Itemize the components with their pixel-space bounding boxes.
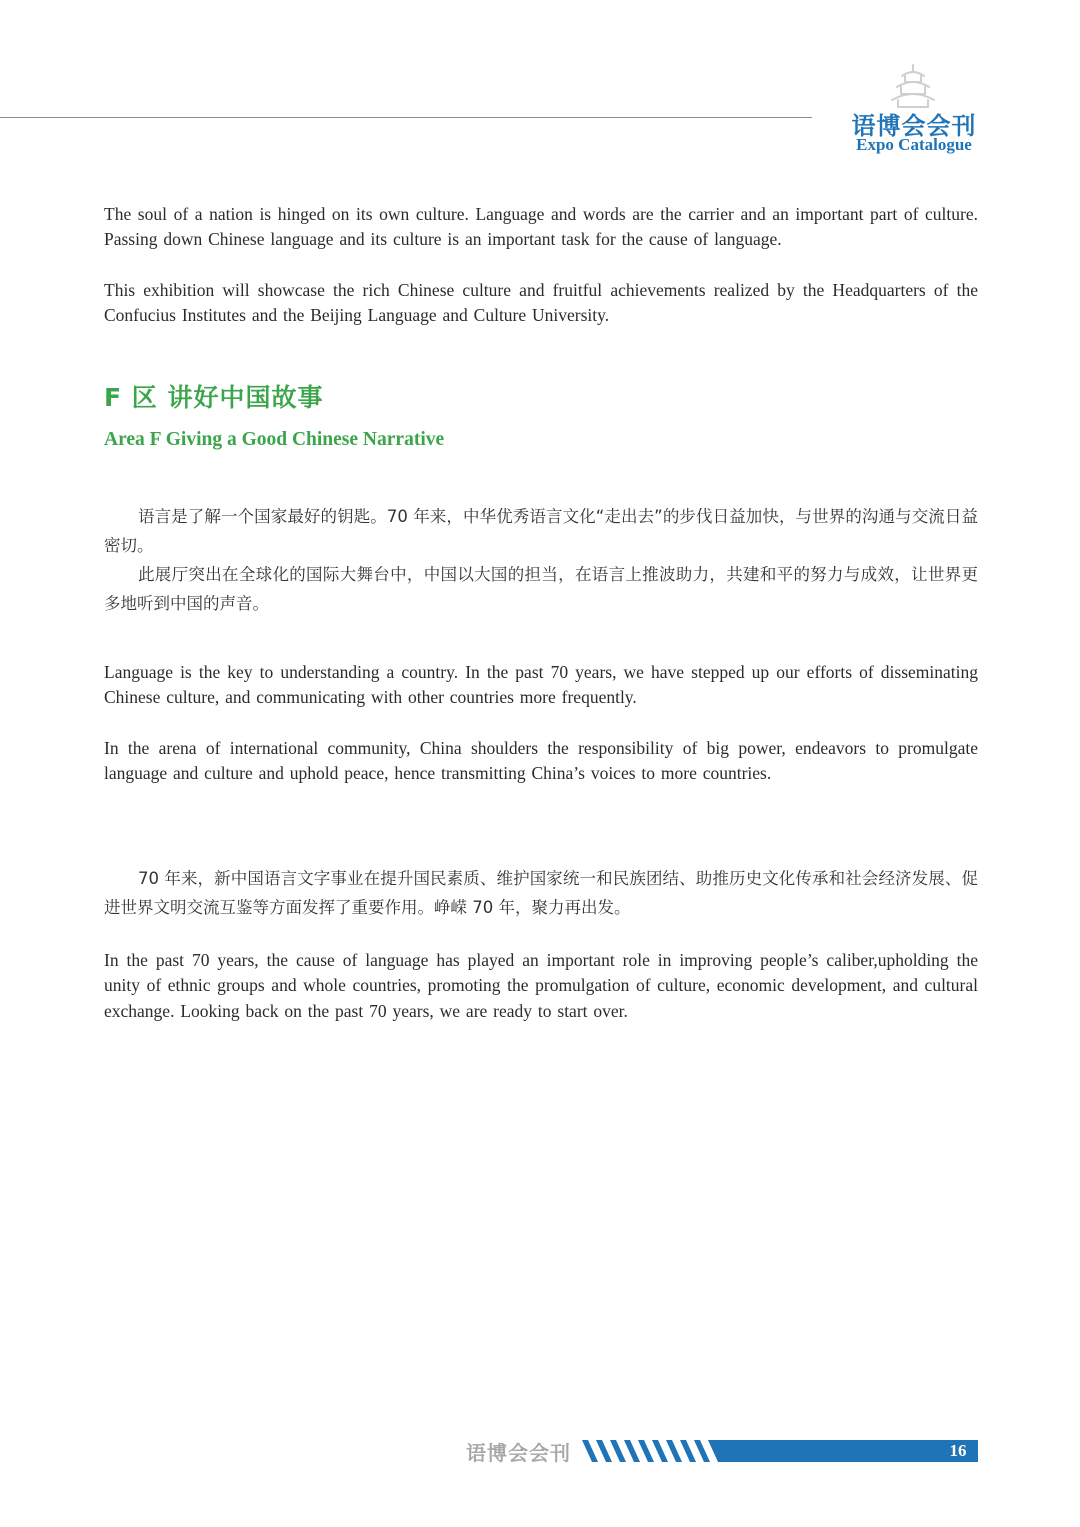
english-paragraph-2: In the arena of international community, China shoulders the responsibility of big power, endeavors to promulgate language and culture and uphold peace, hence transmitting China’s voices to more countries. — [104, 738, 978, 784]
intro-paragraph-2: This exhibition will showcase the rich Chinese culture and fruitful achievements realized by the Headquarters of the Confucius Institutes and the Beijing Language and Culture University. — [104, 280, 978, 326]
english-paragraph-3: In the past 70 years, the cause of language has played an important role in improving people’s caliber,upholding the unity of ethnic groups and whole countries, promoting the promulgation of culture, economic development, and cultural exchange. Looking back on the past 70 years, we are ready to start over. — [104, 950, 978, 1021]
header-rule — [0, 117, 812, 118]
page-number: 16 — [949, 1441, 967, 1460]
section-heading-english: Area F Giving a Good Chinese Narrative — [104, 429, 445, 450]
chinese-paragraph-1: 语言是了解一个国家最好的钥匙。70 年来，中华优秀语言文化“走出去”的步伐日益加快，与世界的沟通与交流日益密切。 — [104, 507, 978, 555]
intro-paragraph-1: The soul of a nation is hinged on its own culture. Language and words are the carrier and an important part of culture. Passing down Chinese language and its culture is an important task for the cause of language. — [104, 204, 978, 250]
logo-english-title: Expo Catalogue — [856, 135, 972, 154]
footer-stripe-bar — [582, 1440, 980, 1462]
chinese-paragraph-3: 70 年来，新中国语言文字事业在提升国民素质、维护国家统一和民族团结、助推历史文化传承和社会经济发展、促进世界文明交流互鉴等方面发挥了重要作用。峥嵘 70 年，聚力再出发。 — [104, 869, 978, 917]
logo-chinese-title: 语博会会刊 — [851, 112, 977, 140]
expo-catalogue-logo — [838, 62, 988, 158]
english-paragraph-1: Language is the key to understanding a country. In the past 70 years, we have stepped up our efforts of disseminating Chinese culture, and communicating with other countries more frequently. — [104, 662, 978, 708]
chinese-paragraph-2: 此展厅突出在全球化的国际大舞台中，中国以大国的担当，在语言上推波助力，共建和平的努力与成效，让世界更多地听到中国的声音。 — [104, 565, 978, 613]
footer-title: 语博会会刊 — [466, 1441, 571, 1465]
pagoda-icon — [878, 62, 948, 108]
section-heading-chinese: F 区 讲好中国故事 — [104, 383, 324, 412]
